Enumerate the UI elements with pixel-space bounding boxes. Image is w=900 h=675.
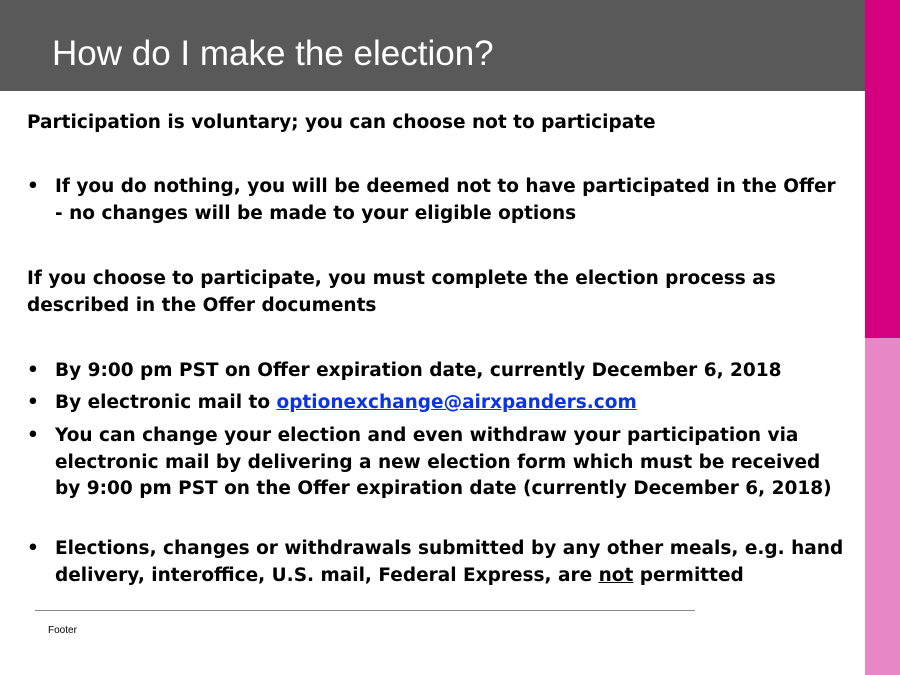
bullet-text (55, 390, 845, 417)
bullet-dot: • (27, 360, 39, 381)
bullet-text: By 9:00 pm PST on Offer expiration date, currently December 6, 2018 (55, 360, 782, 381)
participate-paragraph: If you choose to participate, you must complete the election process as described in the Offer documents (27, 268, 776, 316)
accent-bar-top (865, 0, 900, 338)
emphasis-not: not (598, 564, 634, 586)
title-bar (0, 0, 865, 91)
bullet-dot: • (27, 176, 39, 197)
bullet-text: You can change your election and even withdraw your participation via electronic mail by delivering a new election form which must be received by 9:00 pm PST on the Offer expiration date (currently December 6, 2018) (55, 425, 832, 499)
accent-bar-bottom (865, 338, 900, 675)
bullet-text-part2: permitted (633, 564, 744, 586)
bullet-text: If you do nothing, you will be deemed not to have participated in the Offer - no changes will be made to your eligible options (55, 176, 836, 224)
footer-divider (35, 610, 695, 611)
slide-title: How do I make the election? (52, 34, 494, 73)
intro-paragraph: Participation is voluntary; you can choose not to participate (27, 112, 656, 133)
bullet-text (55, 536, 845, 589)
bullet-text-part1: Elections, changes or withdrawals submitted by any other meals, e.g. hand delivery, interoffice, U.S. mail, Federal Express, are (55, 538, 844, 586)
email-link[interactable]: optionexchange@airxpanders.com (276, 392, 637, 413)
bullet-dot: • (27, 538, 39, 559)
bullet-dot: • (27, 425, 39, 446)
footer-label: Footer (48, 625, 77, 636)
bullet-dot: • (27, 392, 39, 413)
email-prefix: By electronic mail to (55, 392, 277, 413)
